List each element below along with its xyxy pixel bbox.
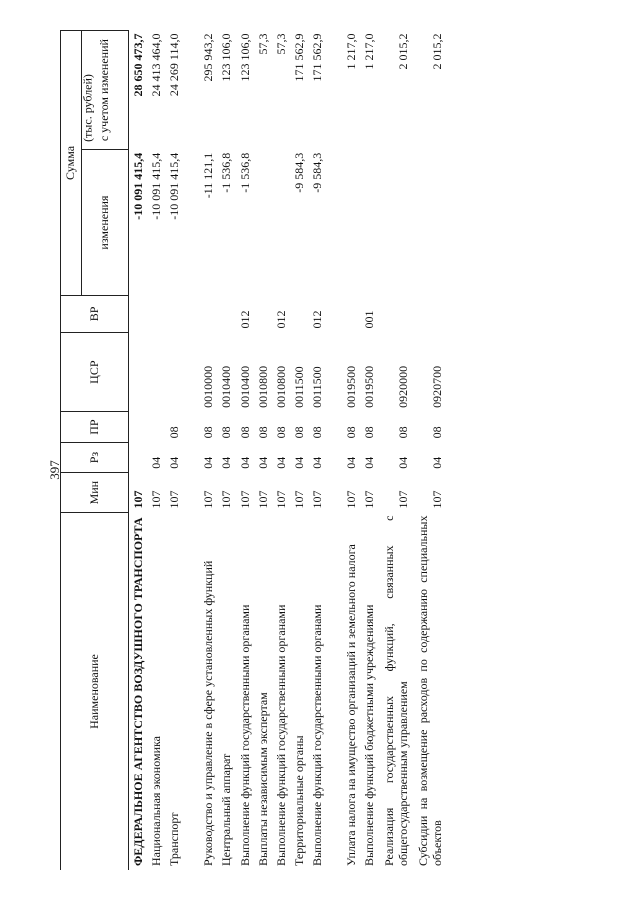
cell-change [254, 150, 272, 296]
cell-change [379, 150, 413, 296]
cell-total: 57,3 [255, 33, 270, 55]
cell-rz: 04 [237, 456, 252, 469]
cell-total: 171 562,9 [292, 33, 307, 82]
header-rz: Рз [61, 442, 129, 472]
cell-name: Центральный аппарат [219, 753, 234, 866]
cell-rz: 04 [201, 456, 216, 469]
table-row [147, 31, 165, 871]
cell-min: 107 [255, 490, 270, 509]
cell-csr: 0011500 [292, 366, 307, 408]
cell-pr [129, 412, 148, 442]
cell-vr [165, 295, 183, 332]
table-row [308, 31, 326, 871]
cell-change [326, 150, 360, 296]
cell-rz [129, 442, 148, 472]
cell-vr [326, 295, 360, 332]
cell-rz: 04 [430, 456, 445, 469]
cell-vr [183, 295, 217, 332]
cell-name: Национальная экономика [149, 736, 164, 866]
cell-name: Руководство и управление в сфере установленных функций [201, 560, 216, 866]
cell-pr: 08 [201, 426, 216, 439]
cell-change: -9 584,3 [310, 152, 325, 193]
cell-pr: 08 [219, 426, 234, 439]
header-row-1 [61, 31, 82, 871]
table-row [413, 31, 447, 871]
cell-name: Уплата налога на имущество организаций и земельного налога [344, 544, 359, 866]
cell-vr [290, 295, 308, 332]
table-body [129, 31, 447, 871]
table-row [217, 31, 235, 871]
header-csr: ЦСР [61, 332, 129, 411]
cell-total: 2 015,2 [396, 33, 411, 70]
cell-rz: 04 [362, 456, 377, 469]
budget-table [60, 30, 447, 870]
cell-min: 107 [362, 490, 377, 509]
cell-change: -10 091 415,4 [149, 152, 164, 220]
cell-pr: 08 [362, 426, 377, 439]
cell-rz: 04 [273, 456, 288, 469]
cell-total: 2 015,2 [430, 33, 445, 70]
cell-min: 107 [396, 490, 411, 509]
cell-name: Транспорт [167, 812, 182, 866]
cell-change: -11 121,1 [201, 152, 216, 199]
cell-rz: 04 [149, 456, 164, 469]
cell-pr: 08 [237, 426, 252, 439]
cell-min: 107 [237, 490, 252, 509]
cell-min: 107 [430, 490, 445, 509]
cell-csr: 0011500 [310, 366, 325, 408]
cell-change [413, 150, 447, 296]
cell-name: Выплаты независимым экспертам [255, 692, 270, 866]
cell-csr [129, 332, 148, 411]
cell-name: Выполнение функций бюджетными учреждениями [362, 604, 377, 866]
cell-pr: 08 [255, 426, 270, 439]
cell-change [360, 150, 378, 296]
cell-min: 107 [344, 490, 359, 509]
cell-pr: 08 [273, 426, 288, 439]
cell-rz: 04 [167, 456, 182, 469]
cell-min: 107 [201, 490, 216, 509]
cell-pr: 08 [292, 426, 307, 439]
header-sum: Сумма [61, 31, 82, 296]
table-row [129, 31, 148, 871]
cell-change: -1 536,8 [237, 152, 252, 193]
cell-total: 28 650 473,7 [131, 33, 145, 97]
table-row [326, 31, 360, 871]
cell-total: 171 562,9 [310, 33, 325, 82]
cell-change: -9 584,3 [292, 152, 307, 193]
cell-min: 107 [219, 490, 234, 509]
units-note: (тыс. рублей) [80, 74, 95, 142]
cell-min: 107 [131, 490, 145, 509]
cell-rz: 04 [292, 456, 307, 469]
cell-total: 123 106,0 [237, 33, 252, 82]
rotated-page [60, 30, 580, 870]
header-min: Мин [61, 473, 129, 513]
cell-pr: 08 [396, 426, 411, 439]
cell-pr: 08 [310, 426, 325, 439]
cell-csr: 0920000 [396, 365, 411, 408]
table-row [360, 31, 378, 871]
cell-vr: 001 [362, 310, 377, 329]
cell-rz: 04 [310, 456, 325, 469]
cell-total: 1 217,0 [344, 33, 359, 70]
cell-csr: 0010000 [201, 365, 216, 408]
page-number: 397 [47, 460, 62, 480]
cell-vr: 012 [310, 310, 325, 329]
table-row [272, 31, 290, 871]
cell-vr [413, 295, 447, 332]
cell-total: 24 269 114,0 [167, 33, 182, 97]
cell-rz: 04 [255, 456, 270, 469]
cell-pr: 08 [167, 426, 182, 439]
cell-pr [147, 412, 165, 442]
cell-vr [217, 295, 235, 332]
header-change: изменения [82, 150, 129, 296]
cell-csr: 0019500 [344, 365, 359, 408]
cell-vr [129, 295, 148, 332]
cell-total: 24 413 464,0 [149, 33, 164, 97]
table-row [165, 31, 183, 871]
cell-rz: 04 [396, 456, 411, 469]
table-row [236, 31, 254, 871]
cell-total: 123 106,0 [219, 33, 234, 82]
cell-vr: 012 [237, 310, 252, 329]
table-row [183, 31, 217, 871]
cell-total: 295 943,2 [201, 33, 216, 82]
cell-min: 107 [167, 490, 182, 509]
cell-min: 107 [292, 490, 307, 509]
cell-csr: 0920700 [430, 365, 445, 408]
cell-pr: 08 [430, 426, 445, 439]
cell-total: 1 217,0 [362, 33, 377, 70]
cell-rz: 04 [219, 456, 234, 469]
cell-change [272, 150, 290, 296]
cell-rz: 04 [344, 456, 359, 469]
cell-pr: 08 [344, 426, 359, 439]
cell-name: Выполнение функций государственными органами [237, 604, 252, 866]
table-row [254, 31, 272, 871]
header-vr: ВР [61, 295, 129, 332]
cell-vr [379, 295, 413, 332]
cell-name: ФЕДЕРАЛЬНОЕ АГЕНТСТВО ВОЗДУШНОГО ТРАНСПОРТА [131, 517, 145, 866]
cell-total: 57,3 [273, 33, 288, 55]
header-pr: ПР [61, 412, 129, 442]
cell-min: 107 [149, 490, 164, 509]
cell-csr: 0010800 [255, 365, 270, 408]
header-name: Наименование [61, 513, 129, 871]
cell-min: 107 [273, 490, 288, 509]
cell-name: Реализация государственных функций, связанных с общегосударственным управлением [382, 515, 411, 866]
table-row [379, 31, 413, 871]
cell-vr: 012 [273, 310, 288, 329]
cell-csr: 0010800 [273, 365, 288, 408]
cell-vr [254, 295, 272, 332]
cell-change: -10 091 415,4 [167, 152, 182, 220]
cell-name: Выполнение функций государственными органами [273, 604, 288, 866]
cell-csr: 0019500 [362, 365, 377, 408]
cell-csr [147, 332, 165, 411]
cell-csr: 0010400 [237, 365, 252, 408]
table-row [290, 31, 308, 871]
cell-min: 107 [310, 490, 325, 509]
cell-change: -1 536,8 [219, 152, 234, 193]
cell-name: Территориальные органы [292, 735, 307, 866]
cell-change: -10 091 415,4 [131, 152, 145, 220]
cell-vr [147, 295, 165, 332]
cell-csr: 0010400 [219, 365, 234, 408]
cell-csr [165, 332, 183, 411]
cell-name: Субсидии на возмещение расходов по содержанию специальных объектов [416, 515, 445, 866]
header-with-changes: с учетом изменений [82, 31, 129, 150]
cell-name: Выполнение функций государственными органами [310, 604, 325, 866]
